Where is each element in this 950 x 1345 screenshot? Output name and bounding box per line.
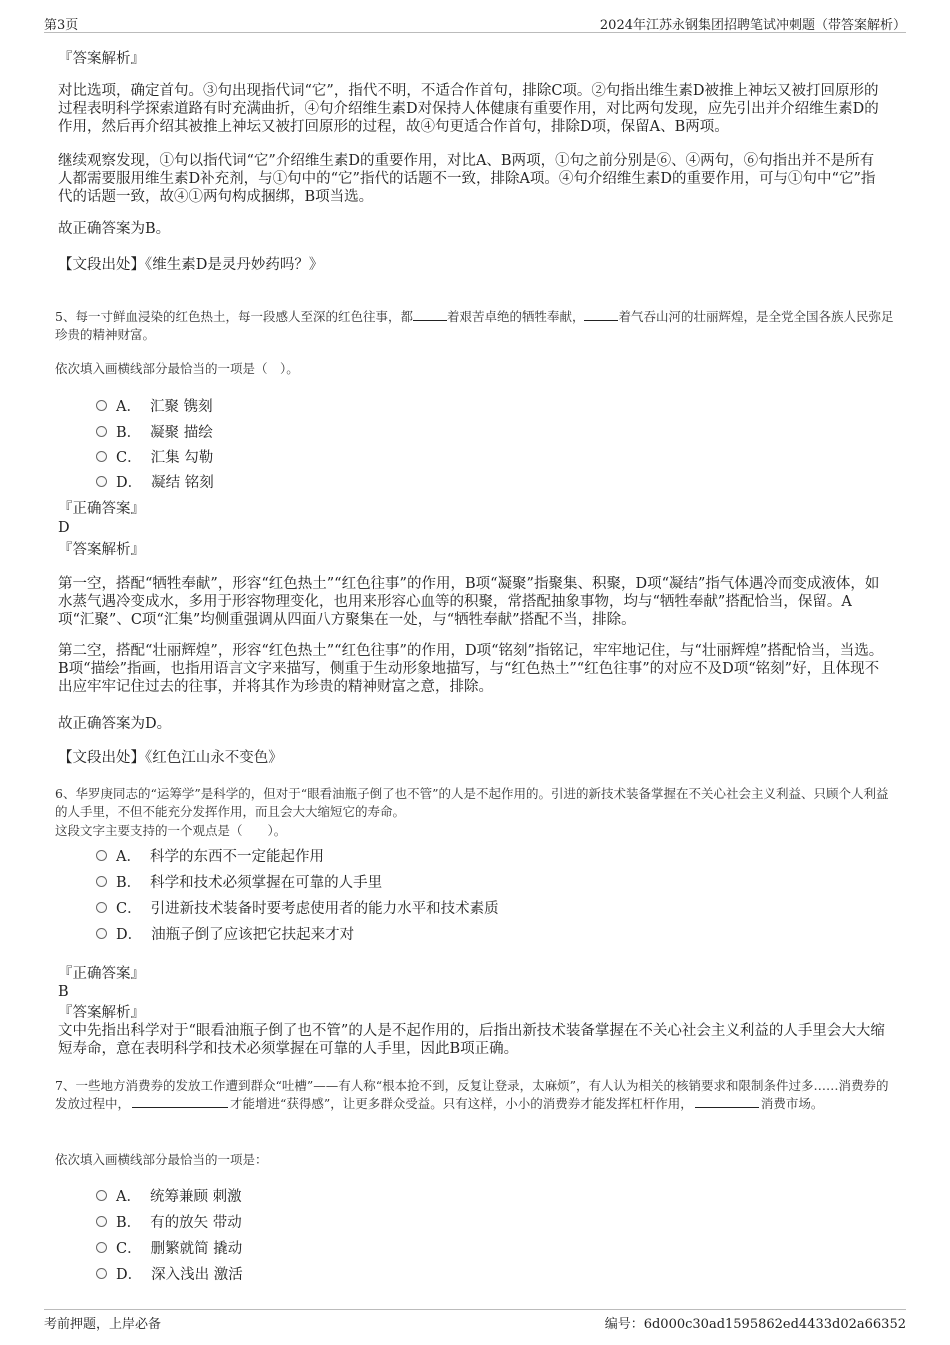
q5-blank-2 (584, 308, 618, 321)
q5-prompt: 依次填入画横线部分最恰当的一项是（ ）。 (55, 361, 299, 376)
page-number: 第3页 (44, 18, 79, 33)
radio-icon[interactable] (96, 902, 107, 913)
q4-analysis-label: 『答案解析』 (58, 51, 145, 67)
q6-answer: B (58, 984, 69, 1000)
q5-answer: D (58, 520, 70, 536)
q5-analysis-label: 『答案解析』 (58, 542, 145, 558)
radio-icon[interactable] (96, 850, 107, 861)
q6-stem: 6、华罗庚同志的“运筹学”是科学的，但对于“眼看油瓶子倒了也不管”的人是不起作用的。引进的新技术装备掌握在不关心社会主义利益、只顾个人利益的人手里，不但不能充分发挥作用，而且会大大缩短它的寿命。 (55, 786, 889, 819)
header-divider (44, 32, 906, 33)
radio-icon[interactable] (96, 451, 107, 462)
q6-option-c[interactable]: C． 引进新技术装备时要考虑使用者的能力水平和技术素质 (96, 897, 499, 917)
q5-option-d[interactable]: D． 凝结 铭刻 (96, 471, 214, 491)
q5-answer-label: 『正确答案』 (58, 501, 145, 517)
q7-prompt: 依次填入画横线部分最恰当的一项是： (55, 1152, 268, 1167)
q5-source: 【文段出处】《红色江山永不变色》 (58, 750, 283, 766)
q5-option-c[interactable]: C． 汇集 勾勒 (96, 446, 213, 466)
q5-option-b[interactable]: B． 凝聚 描绘 (96, 421, 213, 441)
q7-option-c[interactable]: C． 删繁就简 撬动 (96, 1237, 242, 1257)
footer-slogan: 考前押题，上岸必备 (44, 1317, 162, 1332)
radio-icon[interactable] (96, 1242, 107, 1253)
q4-conclusion: 故正确答案为B。 (58, 221, 171, 237)
q6-answer-label: 『正确答案』 (58, 966, 145, 982)
q5-analysis-para2: 第二空，搭配“壮丽辉煌”，形容“红色热土”“红色往事”的作用，D项“铭刻”指铭记，牢牢地记住，与“壮丽辉煌”搭配恰当，当选。B项“描绘”指画，也指用语言文字来描写，侧重于生动形象地描写，与“红色热土”“红色往事”的对应不及D项“铭刻”好，且体现不出应牢牢记住过去的往事，并将其作为珍贵的精神财富之意，排除。 (58, 643, 884, 695)
q5-conclusion: 故正确答案为D。 (58, 716, 172, 732)
q6-option-a[interactable]: A． 科学的东西不一定能起作用 (96, 845, 324, 865)
radio-icon[interactable] (96, 426, 107, 437)
q5-option-a[interactable]: A． 汇聚 镌刻 (96, 395, 213, 415)
q6-analysis-label: 『答案解析』 (58, 1005, 145, 1021)
q6-option-b[interactable]: B． 科学和技术必须掌握在可靠的人手里 (96, 871, 382, 891)
radio-icon[interactable] (96, 476, 107, 487)
page-header (0, 0, 950, 33)
q6-prompt: 这段文字主要支持的一个观点是（ ）。 (55, 823, 287, 838)
q7-blank-1 (132, 1095, 228, 1108)
q6-option-d[interactable]: D． 油瓶子倒了应该把它扶起来才对 (96, 923, 354, 943)
q5-blank-1 (413, 308, 447, 321)
q7-option-a[interactable]: A． 统筹兼顾 刺激 (96, 1185, 242, 1205)
q7-option-d[interactable]: D． 深入浅出 激活 (96, 1263, 243, 1283)
radio-icon[interactable] (96, 1190, 107, 1201)
document-id: 编号：6d000c30ad1595862ed4433d02a66352 (604, 1317, 906, 1332)
q4-source: 【文段出处】《维生素D是灵丹妙药吗？》 (58, 257, 324, 273)
q6-analysis: 文中先指出科学对于“眼看油瓶子倒了也不管”的人是不起作用的，后指出新技术装备掌握在不关心社会主义利益的人手里会大大缩短寿命，意在表明科学和技术必须掌握在可靠的人手里，因此B项正确。 (58, 1023, 885, 1057)
q4-analysis-para2: 继续观察发现，①句以指代词“它”介绍维生素D的重要作用，对比A、B两项，①句之前分别是⑥、④两句，⑥句指出并不是所有人都需要服用维生素D补充剂，与①句中的“它”指代的话题不一致，排除A项。④句介绍维生素D的重要作用，可与①句中“它”指代的话题一致，故④①两句构成捆绑，B项当选。 (58, 153, 876, 205)
radio-icon[interactable] (96, 400, 107, 411)
q5-analysis-para1: 第一空，搭配“牺牲奉献”，形容“红色热土”“红色往事”的作用，B项“凝聚”指聚集、积聚，D项“凝结”指气体遇冷而变成液体，如水蒸气遇冷变成水，多用于形容物理变化，也用来形容心血等的积聚，常搭配抽象事物，均与“牺牲奉献”搭配恰当，保留。A项“汇聚”、C项“汇集”均侧重强调从四面八方聚集在一处，与“牺牲奉献”搭配不当，排除。 (58, 576, 880, 628)
radio-icon[interactable] (96, 928, 107, 939)
footer-divider (44, 1309, 906, 1310)
q4-analysis-para1: 对比选项，确定首句。③句出现指代词“它”，指代不明，不适合作首句，排除C项。②句指出维生素D被推上神坛又被打回原形的过程表明科学探索道路有时充满曲折，④句介绍维生素D对保持人体健康有重要作用，对比两句发现，应先引出并介绍维生素D的作用，然后再介绍其被推上神坛又被打回原形的过程，故④句更适合作首句，排除D项，保留A、B两项。 (58, 83, 879, 135)
radio-icon[interactable] (96, 1216, 107, 1227)
q7-blank-2 (695, 1095, 759, 1108)
q7-stem: 7、一些地方消费券的发放工作遭到群众“吐槽”——有人称“根本抢不到，反复让登录，太麻烦”，有人认为相关的核销要求和限制条件过多……消费券的发放过程中， 才能增进“获得感”，让更多群众受益。只有这样，小小的消费券才能发挥杠杆作用， 消费市场。 (55, 1078, 889, 1111)
document-title: 2024年江苏永钢集团招聘笔试冲刺题（带答案解析） (599, 18, 906, 33)
q5-stem: 5、每一寸鲜血浸染的红色热土，每一段感人至深的红色往事，都 着艰苦卓绝的牺牲奉献， 着气吞山河的壮丽辉煌，是全党全国各族人民弥足珍贵的精神财富。 (55, 309, 894, 342)
radio-icon[interactable] (96, 1268, 107, 1279)
q7-option-b[interactable]: B． 有的放矢 带动 (96, 1211, 242, 1231)
radio-icon[interactable] (96, 876, 107, 887)
